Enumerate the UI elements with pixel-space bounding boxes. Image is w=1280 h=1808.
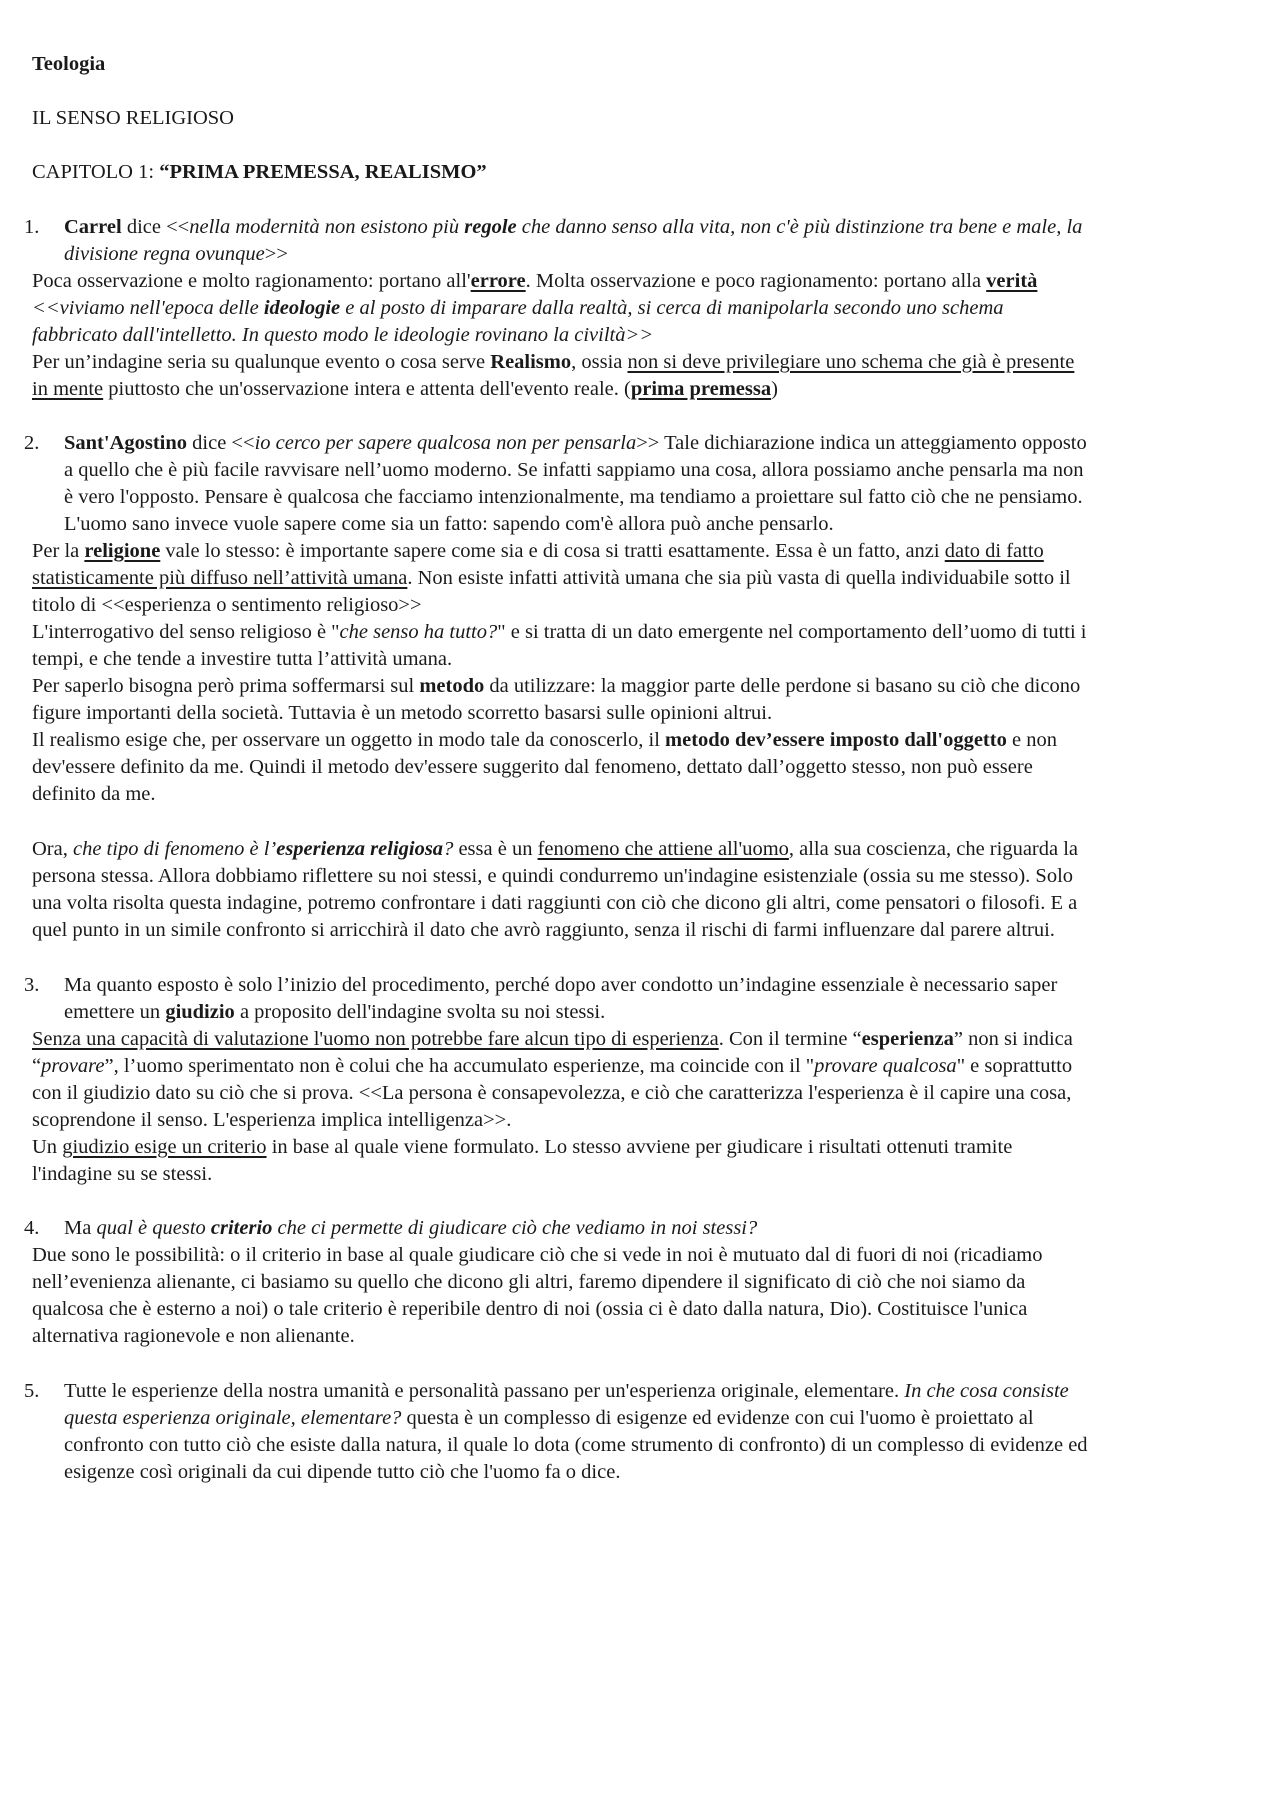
- text-segment: e non: [1006, 729, 1057, 751]
- text-segment: esperienza religiosa: [276, 838, 444, 860]
- text-segment: scoprendone il senso. L'esperienza implica intelligenza>>.: [32, 1109, 512, 1131]
- text-segment: nella modernità non esistono più: [189, 216, 465, 238]
- text-segment: con il giudizio dato su ciò che si prova. <<La persona è consapevolezza, e ciò che caratterizza l'esperienza è il capire una cosa,: [32, 1082, 1072, 1104]
- text-segment: dice <<: [121, 216, 190, 238]
- text-segment: questa è un complesso di esigenze ed evidenze con cui l'uomo è proiettato al: [401, 1407, 1034, 1429]
- text-segment: Carrel: [64, 216, 122, 238]
- text-segment: Sant'Agostino: [64, 432, 188, 454]
- text-segment: esperienza: [861, 1028, 954, 1050]
- list-number: 1.: [24, 216, 40, 238]
- text-segment: che ci permette di giudicare ciò che vediamo in noi stessi?: [272, 1217, 758, 1239]
- text-segment: Poca osservazione e molto ragionamento: portano all': [32, 270, 471, 292]
- text-segment: IL SENSO RELIGIOSO: [32, 107, 234, 129]
- text-segment: ): [771, 378, 778, 400]
- text-segment: emettere un: [64, 1001, 166, 1023]
- text-segment: Tutte le esperienze della nostra umanità e personalità passano per un'esperienza originale, elementare.: [64, 1380, 905, 1402]
- text-segment: essa è un: [453, 838, 538, 860]
- text-segment: titolo di <<esperienza o sentimento religioso>>: [32, 594, 422, 616]
- text-segment: " e si tratta di un dato emergente nel comportamento dell’uomo di tutti i: [497, 621, 1087, 643]
- text-segment: ” non si indica: [953, 1028, 1073, 1050]
- text-line: [32, 915, 1055, 947]
- text-segment: Per la: [32, 540, 85, 562]
- text-segment: confronto con tutto ciò che esiste dalla natura, il quale lo dota (come strumento di confronto) di un complesso di evidenze ed: [64, 1434, 1088, 1456]
- text-segment: ?: [443, 838, 454, 860]
- text-segment: io cerco per sapere qualcosa non per pensarla: [254, 432, 637, 454]
- text-segment: è vero l'opposto. Pensare è qualcosa che facciamo intenzionalmente, ma tendiamo a proiettare sul fatto ciò che ne pensiamo.: [64, 486, 1083, 508]
- text-segment: esigenze così originali da cui dipende tutto ciò che l'uomo fa o dice.: [64, 1461, 621, 1483]
- text-segment: Ma: [64, 1217, 97, 1239]
- text-segment: >> Tale dichiarazione indica un atteggiamento opposto: [636, 432, 1087, 454]
- text-segment: errore: [470, 270, 526, 292]
- text-segment: . Molta osservazione e poco ragionamento: portano alla: [525, 270, 987, 292]
- text-segment: . Non esiste infatti attività umana che sia più vasta di quella individuabile sotto il: [407, 567, 1071, 589]
- text-segment: Due sono le possibilità: o il criterio in base al quale giudicare ciò che si vede in noi è mutuato dal di fuori di noi (ricadiamo: [32, 1244, 1043, 1266]
- text-segment: prima premessa: [630, 378, 772, 400]
- text-segment: a proposito dell'indagine svolta su noi stessi.: [234, 1001, 606, 1023]
- text-segment: “PRIMA PREMESSA, REALISMO”: [159, 161, 487, 183]
- text-segment: fenomeno che attiene all'uomo: [537, 838, 789, 860]
- text-segment: dato di fatto: [944, 540, 1044, 562]
- text-segment: religione: [84, 540, 161, 562]
- list-number: 5.: [24, 1380, 40, 1402]
- text-segment: persona stessa. Allora dobbiamo riflettere su noi stessi, e quindi condurremo un'indagine esistenziale (ossia su me stesso). Solo: [32, 865, 1074, 887]
- text-segment: che danno senso alla vita, non c'è più distinzione tra bene e male, la: [516, 216, 1083, 238]
- text-segment: “: [32, 1055, 42, 1077]
- text-segment: giudizio: [165, 1001, 235, 1023]
- text-line: [32, 49, 105, 81]
- text-segment: questa esperienza originale, elementare?: [64, 1407, 402, 1429]
- text-segment: provare qualcosa: [814, 1055, 957, 1077]
- text-segment: in mente: [32, 378, 104, 400]
- text-segment: dev'essere definito da me. Quindi il metodo dev'essere suggerito dal fenomeno, dettato dall’oggetto stesso, non può essere: [32, 756, 1033, 778]
- text-segment: Ora,: [32, 838, 73, 860]
- text-segment: Senza una capacità di valutazione l'uomo non potrebbe fare alcun tipo di esperienza: [32, 1028, 719, 1050]
- text-segment: metodo: [419, 675, 485, 697]
- text-segment: qualcosa che è esterno a noi) o tale criterio è reperibile dentro di noi (ossia ci è dato dalla natura, Dio). Costituisce l'unica: [32, 1298, 1028, 1320]
- text-segment: criterio: [210, 1217, 273, 1239]
- text-segment: statisticamente più diffuso nell’attività umana: [32, 567, 408, 589]
- text-segment: regole: [464, 216, 517, 238]
- text-segment: e al posto di imparare dalla realtà, si cerca di manipolarla secondo uno schema: [340, 297, 1004, 319]
- text-line: [32, 752, 1033, 784]
- text-segment: In che cosa consiste: [904, 1380, 1069, 1402]
- text-segment: " e soprattutto: [956, 1055, 1073, 1077]
- text-segment: una volta risolta questa indagine, potremo confrontare i dati raggiunti con ciò che dicono gli altri, come pensatori o filosofi. E a: [32, 892, 1078, 914]
- text-segment: in base al quale viene formulato. Lo stesso avviene per giudicare i risultati ottenuti tramite: [266, 1136, 1013, 1158]
- text-segment: che senso ha tutto?: [339, 621, 498, 643]
- text-segment: alternativa ragionevole e non alienante.: [32, 1325, 355, 1347]
- text-segment: Un: [32, 1136, 63, 1158]
- text-segment: >>: [264, 243, 288, 265]
- text-segment: da utilizzare: la maggior parte delle perdone si basano su ciò che dicono: [484, 675, 1081, 697]
- text-segment: <<viviamo nell'epoca delle: [32, 297, 264, 319]
- list-number: 2.: [24, 432, 40, 454]
- text-segment: tempi, e che tende a investire tutta l’attività umana.: [32, 648, 453, 670]
- text-line: [32, 157, 487, 189]
- text-line: [64, 1457, 620, 1489]
- text-segment: a quello che è più facile ravvisare nell’uomo moderno. Se infatti sappiamo una cosa, allora possiamo anche pensarla ma non: [64, 459, 1084, 481]
- list-number: 3.: [24, 974, 40, 996]
- text-segment: nell’evenienza alienante, ci basiamo su quello che dicono gli altri, faremo dipendere il significato di ciò che noi siamo da: [32, 1271, 1026, 1293]
- text-segment: Ma quanto esposto è solo l’inizio del procedimento, perché dopo aver condotto un’indagine essenziale è necessario saper: [64, 974, 1058, 996]
- text-segment: figure importanti della società. Tuttavia è un metodo scorretto basarsi sulle opinioni altrui.: [32, 702, 773, 724]
- text-segment: , alla sua coscienza, che riguarda la: [788, 838, 1079, 860]
- text-segment: quel punto in un simile confronto si arricchirà il dato che avrò raggiunto, senza il rischi di farmi influenzare dal parere altrui.: [32, 919, 1055, 941]
- text-segment: Per un’indagine seria su qualunque evento o cosa serve: [32, 351, 491, 373]
- text-segment: CAPITOLO 1:: [32, 161, 160, 183]
- text-segment: provare: [41, 1055, 105, 1077]
- text-line: [32, 779, 156, 811]
- text-segment: che tipo di fenomeno è l’: [72, 838, 277, 860]
- text-line: [32, 1321, 355, 1353]
- text-segment: L'uomo sano invece vuole sapere come sia un fatto: sapendo com'è allora può anche pensarlo.: [64, 513, 834, 535]
- text-segment: Realismo: [490, 351, 572, 373]
- text-segment: qual è questo: [96, 1217, 211, 1239]
- text-segment: definito da me.: [32, 783, 156, 805]
- text-segment: ideologie: [263, 297, 341, 319]
- text-segment: divisione regna ovunque: [64, 243, 265, 265]
- text-segment: . Con il termine “: [718, 1028, 862, 1050]
- text-segment: Teologia: [32, 53, 106, 75]
- text-segment: L'interrogativo del senso religioso è ": [32, 621, 340, 643]
- text-segment: dice <<: [187, 432, 255, 454]
- text-line: [32, 103, 234, 135]
- text-segment: vale lo stesso: è importante sapere come sia e di cosa si tratti esattamente. Essa è un fatto, anzi: [160, 540, 945, 562]
- text-segment: metodo dev’essere imposto dall'oggetto: [665, 729, 1007, 751]
- text-segment: giudizio esige un criterio: [62, 1136, 267, 1158]
- text-segment: verità: [986, 270, 1038, 292]
- text-segment: fabbricato dall'intelletto. In questo modo le ideologie rovinano la civiltà>>: [32, 324, 654, 346]
- text-segment: non si deve privilegiare uno schema che già è presente: [627, 351, 1075, 373]
- text-line: [32, 1159, 212, 1191]
- text-segment: Per saperlo bisogna però prima soffermarsi sul: [32, 675, 420, 697]
- text-segment: Il realismo esige che, per osservare un oggetto in modo tale da conoscerlo, il: [32, 729, 666, 751]
- text-segment: l'indagine su se stessi.: [32, 1163, 213, 1185]
- text-line: [32, 374, 778, 406]
- text-segment: , ossia: [571, 351, 628, 373]
- list-number: 4.: [24, 1217, 40, 1239]
- text-segment: ”, l’uomo sperimentato non è colui che ha accumulato esperienze, ma coincide con il ": [104, 1055, 815, 1077]
- text-segment: piuttosto che un'osservazione intera e attenta dell'evento reale. (: [103, 378, 631, 400]
